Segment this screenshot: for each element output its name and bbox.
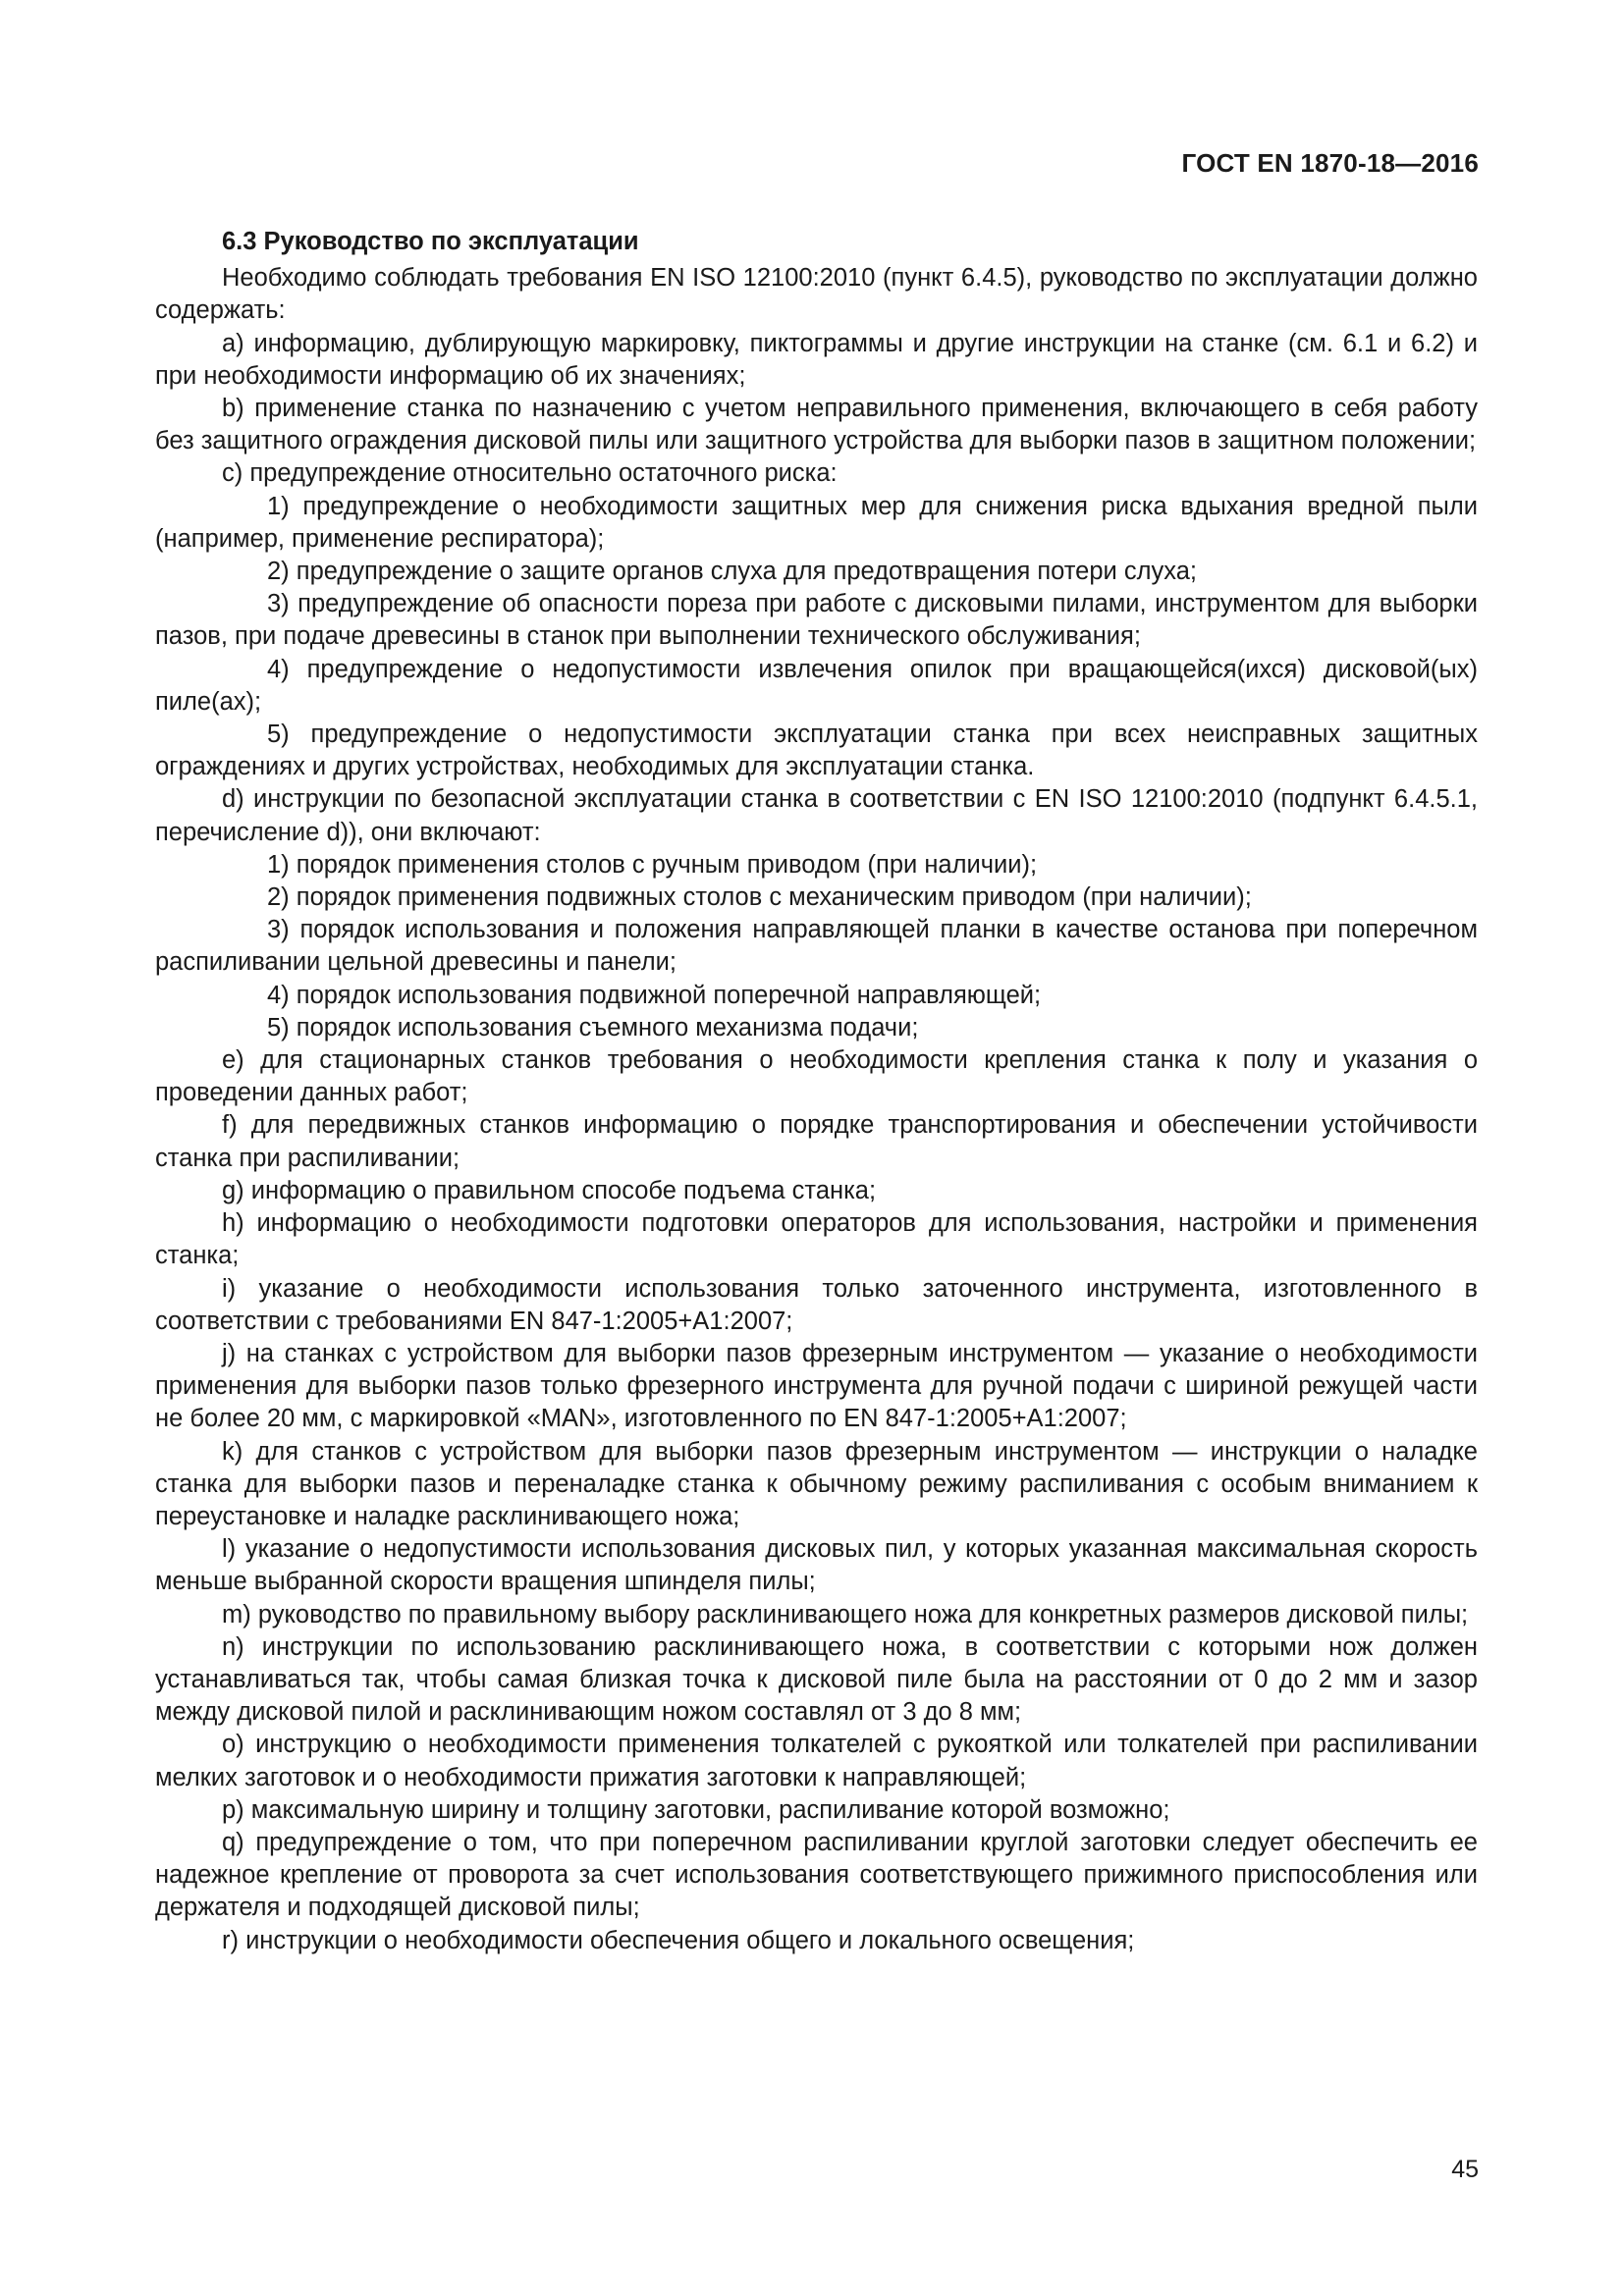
paragraph: c) предупреждение относительно остаточного риска: bbox=[222, 459, 838, 488]
paragraph: k) для станков с устройством для выборки пазов фрезерным инструментом — инструкции о наладке станка для выборки пазов и переналадке станка к обычному режиму распиливания с особым вниманием к переустановке и наладке расклинивающего ножа; bbox=[155, 1437, 1478, 1530]
paragraph: b) применение станка по назначению с учетом неправильного применения, включающего в себя работу без защитного ограждения дисковой пилы или защитного устройства для выборки пазов в защитном положении; bbox=[155, 395, 1478, 455]
paragraph: 3) порядок использования и положения направляющей планки в качестве останова при поперечном распиливании цельной древесины и панели; bbox=[155, 916, 1478, 977]
paragraph: m) руководство по правильному выбору расклинивающего ножа для конкретных размеров дисковой пилы; bbox=[222, 1600, 1469, 1629]
document-header: ГОСТ EN 1870-18—2016 bbox=[1181, 148, 1479, 178]
paragraph: 1) предупреждение о необходимости защитных мер для снижения риска вдыхания вредной пыли (например, применение респиратора); bbox=[155, 492, 1478, 553]
page-number: 45 bbox=[1451, 2156, 1479, 2183]
paragraph: Необходимо соблюдать требования EN ISO 12100:2010 (пункт 6.4.5), руководство по эксплуатации должно содержать: bbox=[155, 264, 1478, 325]
paragraph: e) для стационарных станков требования о необходимости крепления станка к полу и указания о проведении данных работ; bbox=[155, 1046, 1478, 1107]
paragraph: 1) порядок применения столов с ручным приводом (при наличии); bbox=[267, 850, 1038, 879]
paragraph: h) информацию о необходимости подготовки операторов для использования, настройки и применения станка; bbox=[155, 1209, 1478, 1270]
paragraph: i) указание о необходимости использования только заточенного инструмента, изготовленного в соответствии с требованиями EN 847-1:2005+A1:2007; bbox=[155, 1274, 1478, 1335]
paragraph: n) инструкции по использованию расклинивающего ножа, в соответствии с которыми нож должен устанавливаться так, чтобы самая близкая точка к дисковой пиле была на расстоянии от 0 до 2 мм и зазор между дисковой пилой и расклинивающим ножом составлял от 3 до 8 мм; bbox=[155, 1632, 1478, 1727]
paragraph: d) инструкции по безопасной эксплуатации станка в соответствии с EN ISO 12100:2010 (подпункт 6.4.5.1, перечисление d)), они включают: bbox=[155, 785, 1478, 846]
paragraph: 4) порядок использования подвижной поперечной направляющей; bbox=[267, 981, 1042, 1009]
paragraph: 4) предупреждение о недопустимости извлечения опилок при вращающейся(ихся) дисковой(ых) пиле(ах); bbox=[155, 655, 1478, 716]
paragraph: q) предупреждение о том, что при поперечном распиливании круглой заготовки следует обеспечить ее надежное крепление от проворота за счет использования соответствующего прижимного приспособления или держателя и подходящей дисковой пилы; bbox=[155, 1828, 1478, 1922]
document-body bbox=[155, 226, 1478, 1957]
paragraph: j) на станках с устройством для выборки пазов фрезерным инструментом — указание о необходимости применения для выборки пазов только фрезерного инструмента для ручной подачи с шириной режущей части не более 20 мм, с маркировкой «MAN», изготовленного по EN 847-1:2005+A1:2007; bbox=[155, 1339, 1478, 1433]
paragraph: 2) предупреждение о защите органов слуха для предотвращения потери слуха; bbox=[267, 558, 1197, 586]
paragraph: g) информацию о правильном способе подъема станка; bbox=[222, 1176, 877, 1204]
paragraph: a) информацию, дублирующую маркировку, пиктограммы и другие инструкции на станке (см. 6.1 и 6.2) и при необходимости информацию об их значениях; bbox=[155, 329, 1478, 390]
paragraph: f) для передвижных станков информацию о порядке транспортирования и обеспечении устойчивости станка при распиливании; bbox=[155, 1111, 1478, 1172]
paragraph: o) инструкцию о необходимости применения толкателей с рукояткой или толкателей при распиливании мелких заготовок и о необходимости прижатия заготовки к направляющей; bbox=[155, 1731, 1478, 1791]
paragraph: 3) предупреждение об опасности пореза при работе с дисковыми пилами, инструментом для выборки пазов, при подаче древесины в станок при выполнении технического обслуживания; bbox=[155, 590, 1478, 651]
paragraph: 5) предупреждение о недопустимости эксплуатации станка при всех неисправных защитных ограждениях и других устройствах, необходимых для эксплуатации станка. bbox=[155, 721, 1478, 781]
paragraph: r) инструкции о необходимости обеспечения общего и локального освещения; bbox=[222, 1926, 1135, 1954]
paragraph: 2) порядок применения подвижных столов с механическим приводом (при наличии); bbox=[267, 883, 1252, 912]
paragraph-list bbox=[155, 262, 1478, 1957]
paragraph: p) максимальную ширину и толщину заготовки, распиливание которой возможно; bbox=[222, 1795, 1170, 1824]
paragraph: l) указание о недопустимости использования дисковых пил, у которых указанная максимальная скорость меньше выбранной скорости вращения шпинделя пилы; bbox=[155, 1535, 1478, 1596]
paragraph: 5) порядок использования съемного механизма подачи; bbox=[267, 1013, 919, 1041]
section-title: 6.3 Руководство по эксплуатации bbox=[222, 228, 639, 255]
